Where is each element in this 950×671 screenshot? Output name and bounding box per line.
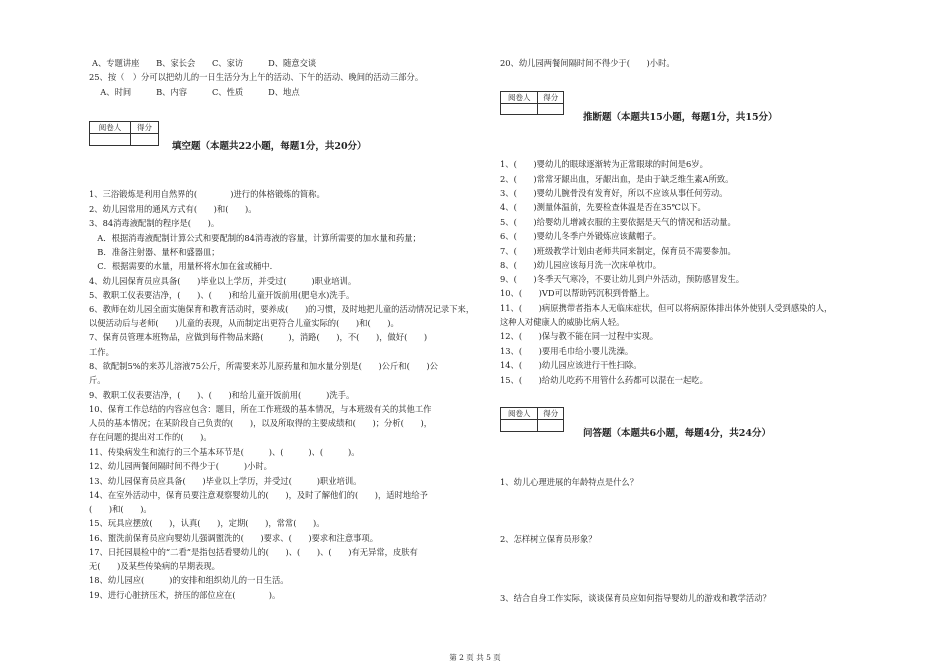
- qa-question-1: 1、幼儿心理进展的年龄特点是什么？: [500, 477, 639, 487]
- fill-question-line: 4、幼儿园保育员应具备( )毕业以上学历，并受过( )职业培训。: [89, 276, 357, 286]
- judge-question-line: 这种人对健康人的威胁比病人轻。: [500, 317, 625, 327]
- fill-question-line: A．根据消毒液配制计算公式和要配制的84消毒液的容量，计算所需要的加水量和药量；: [89, 233, 421, 243]
- fill-question-line: C．根据需要的水量，用量杯将水加在盆或桶中.: [89, 261, 273, 271]
- score-cell: [131, 134, 159, 146]
- fill-question-line: 7、保育员管理本班物品，应做到每件物品来路( )，消路( )，不( )，做好( ): [89, 332, 428, 342]
- q24-options: A、专题讲座 B、家长会 C、家访 D、随意交谈: [92, 58, 317, 68]
- score-label: 得分: [538, 92, 564, 104]
- right-column: [480, 0, 950, 671]
- q25-text: 25、按（ ）分可以把幼儿的一日生活分为上午的活动、下午的活动、晚间的活动三部分。: [89, 72, 424, 82]
- fill-question-line: 3、84消毒液配制的程序是( )。: [89, 218, 220, 228]
- fill-question-line: 14、在室外活动中，保育员要注意观察婴幼儿的( )，及时了解他们的( )，适时地给予: [89, 490, 428, 500]
- fill-question-line: 19、进行心脏挤压术，挤压的部位应在( )。: [89, 590, 281, 600]
- score-cell: [538, 420, 564, 432]
- qa-question-2: 2、怎样树立保育员形象？: [500, 534, 597, 544]
- score-box-judge: [500, 91, 564, 115]
- reviewer-label: 阅卷人: [90, 122, 131, 134]
- fill-question-line: 18、幼儿园应( )的安排和组织幼儿的一日生活。: [89, 575, 289, 585]
- fill-question-line: 16、盥洗前保育员应向婴幼儿强调盥洗的( )要求、( )要求和注意事项。: [89, 533, 379, 543]
- judge-question-line: 10、( )VD可以帮助钙沉积到骨骼上。: [500, 288, 655, 298]
- reviewer-cell: [501, 420, 538, 432]
- score-label: 得分: [131, 122, 159, 134]
- fill-question-line: 9、教职工仪表要洁净，( )、( )和给儿童开饭前用( )洗手。: [89, 390, 355, 400]
- reviewer-label: 阅卷人: [501, 92, 538, 104]
- fill-question-line: 1、三浴锻炼是利用自然界的( )进行的体格锻炼的简称。: [89, 189, 325, 199]
- judge-question-line: 5、( )给婴幼儿增减衣服的主要依据是天气的情况和活动量。: [500, 217, 736, 227]
- fill-section-title: 填空题（本题共22小题，每题1分，共20分）: [172, 141, 367, 152]
- judge-question-line: 12、( )保与教不能在同一过程中实现。: [500, 331, 659, 341]
- reviewer-label: 阅卷人: [501, 408, 538, 420]
- q25-options: A、时间 B、内容 C、性质 D、地点: [92, 87, 300, 97]
- reviewer-cell: [501, 104, 538, 115]
- judge-question-line: 2、( )常常牙龈出血，牙龈出血，是由于缺乏维生素A所致。: [500, 174, 734, 184]
- judge-section-title: 推断题（本题共15小题，每题1分，共15分）: [583, 112, 778, 123]
- fill-question-line: 6、教师在幼儿园全面实施保育和教育活动时，要养成( )的习惯，及时地把儿童的活动情况记录下来，: [89, 304, 475, 314]
- qa-section-title: 问答题（本题共6小题，每题4分，共24分）: [583, 428, 771, 439]
- judge-question-line: 9、( )冬季天气寒冷，不要让幼儿到户外活动，预防感冒发生。: [500, 274, 745, 284]
- judge-question-line: 14、( )幼儿园应该进行干性扫除。: [500, 360, 642, 370]
- score-box-qa: [500, 407, 564, 432]
- score-label: 得分: [538, 408, 564, 420]
- fill-question-line: 人员的基本情况；在某阶段自己负责的( )，以及所取得的主要成绩和( )；分析( )，: [89, 418, 433, 428]
- fill-question-line: B．准备注射器、量杯和盛器皿；: [89, 247, 220, 257]
- judge-question-line: 7、( )班级教学计划由老师共同来制定，保育员不需要参加。: [500, 246, 736, 256]
- fill-question-line: 11、传染病发生和流行的三个基本环节是( )、( )、( )。: [89, 447, 360, 457]
- judge-question-line: 15、( )给幼儿吃药不用管什么药都可以混在一起吃。: [500, 375, 708, 385]
- reviewer-cell: [90, 134, 131, 146]
- fill-question-line: 无( )及某些传染病的早期表现。: [89, 561, 220, 571]
- fill-question-line: 斤。: [89, 375, 106, 385]
- qa-question-3: 3、结合自身工作实际，谈谈保育员应如何指导婴幼儿的游戏和教学活动？: [500, 593, 771, 603]
- fill-question-line: 5、教职工仪表要洁净，( )、( )和给儿童开饭前用(肥皂水)洗手。: [89, 290, 355, 300]
- fill-question-line: 15、玩具应摆放( )，认真( )，定期( )，常常( )。: [89, 518, 325, 528]
- page-footer: 第 2 页 共 5 页: [449, 653, 501, 662]
- fill-question-line: 以便活动后与老师( )儿童的表现，从而制定出更符合儿童实际的( )和( )。: [89, 318, 399, 328]
- judge-question-line: 4、( )测量体温前，先要检查体温是否在35℃以下。: [500, 202, 706, 212]
- judge-question-line: 6、( )婴幼儿冬季户外锻炼应该戴帽子。: [500, 231, 662, 241]
- judge-question-line: 3、( )婴幼儿腕骨没有发育好，所以不应该从事任何劳动。: [500, 188, 728, 198]
- judge-question-line: 11、( )病原携带者指本人无临床症状，但可以将病原体排出体外使别人受到感染的人，: [500, 303, 833, 313]
- fill-question-line: 17、日托园晨检中的“二看”是指包括看婴幼儿的( )、( )、( )有无异常，皮肤有: [89, 547, 418, 557]
- judge-question-line: 1、( )婴幼儿的眼球逐渐转为正常眼球的时间是6岁。: [500, 159, 708, 169]
- judge-question-line: 13、( )要用毛巾给小婴儿洗澡。: [500, 346, 634, 356]
- fill-question-line: ( )和( )。: [89, 504, 152, 514]
- fill-question-line: 13、幼儿园保育员应具备( )毕业以上学历，并受过( )职业培训。: [89, 476, 362, 486]
- q20-text: 20、幼儿园两餐间隔时间不得少于( )小时。: [500, 58, 675, 68]
- score-cell: [538, 104, 564, 115]
- fill-question-line: 2、幼儿园常用的通风方式有( )和( )。: [89, 204, 257, 214]
- score-box-fill: [89, 121, 159, 146]
- fill-question-line: 工作。: [89, 347, 114, 357]
- fill-question-line: 10、保育工作总结的内容应包含：题目，所在工作班级的基本情况，与本班级有关的其他工作: [89, 404, 432, 414]
- fill-question-line: 8、欲配制5%的来苏儿溶液75公斤，所需要来苏儿原药量和加水量分别是( )公斤和( )公: [89, 361, 438, 371]
- fill-question-line: 12、幼儿园两餐间隔时间不得少于( )小时。: [89, 461, 272, 471]
- judge-question-line: 8、( )幼儿园应该每月洗一次床单枕巾。: [500, 260, 662, 270]
- fill-question-line: 存在问题的提出对工作的( )。: [89, 432, 212, 442]
